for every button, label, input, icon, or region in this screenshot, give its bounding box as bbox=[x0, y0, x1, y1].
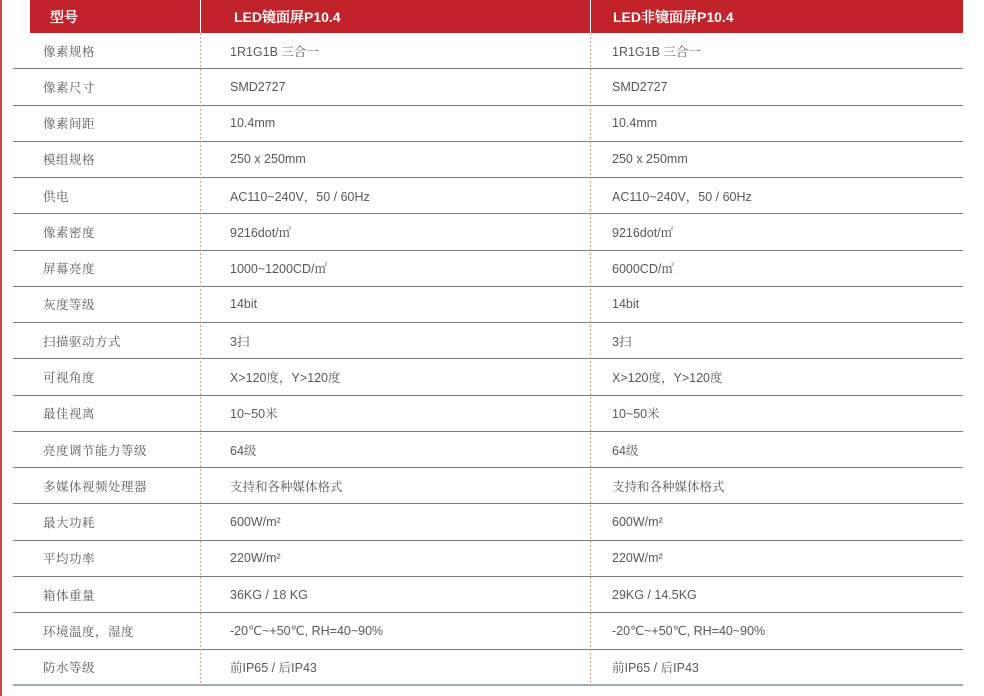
spec-label: 像素间距 bbox=[43, 117, 96, 132]
spec-value-mirror: 10~50米 bbox=[230, 407, 278, 422]
spec-label: 像素尺寸 bbox=[43, 80, 96, 95]
table-row bbox=[13, 323, 963, 359]
spec-value-non-mirror: X>120度，Y>120度 bbox=[612, 371, 723, 386]
spec-value-mirror: SMD2727 bbox=[230, 79, 286, 94]
spec-value-mirror: 64级 bbox=[230, 443, 257, 458]
table-row bbox=[13, 468, 963, 504]
spec-label: 像素密度 bbox=[43, 225, 96, 240]
table-header-row bbox=[30, 0, 963, 33]
left-accent-line bbox=[0, 0, 2, 696]
spec-value-non-mirror: 29KG / 14.5KG bbox=[612, 587, 697, 602]
spec-value-mirror: 220W/m² bbox=[230, 551, 281, 566]
table-row bbox=[13, 613, 963, 649]
spec-label: 最大功耗 bbox=[43, 516, 96, 531]
spec-label: 最佳视离 bbox=[43, 407, 96, 422]
table-row bbox=[13, 178, 963, 214]
spec-label: 供电 bbox=[43, 189, 70, 204]
spec-label: 箱体重量 bbox=[43, 588, 96, 603]
table-row bbox=[13, 106, 963, 142]
table-row bbox=[13, 359, 963, 395]
spec-value-non-mirror: SMD2727 bbox=[612, 79, 668, 94]
spec-table-body bbox=[13, 33, 963, 686]
column-divider-dotted-2 bbox=[590, 33, 591, 686]
spec-value-non-mirror: AC110~240V，50 / 60Hz bbox=[612, 189, 752, 204]
header-cell-mirror-screen: LED镜面屏P10.4 bbox=[200, 0, 590, 33]
spec-value-non-mirror: 250 x 250mm bbox=[612, 152, 688, 167]
spec-label: 可视角度 bbox=[43, 371, 96, 386]
spec-value-non-mirror: 600W/m² bbox=[612, 515, 663, 530]
spec-label: 亮度调节能力等级 bbox=[43, 443, 148, 458]
spec-value-non-mirror: 10~50米 bbox=[612, 407, 660, 422]
spec-label: 扫描驱动方式 bbox=[43, 334, 122, 349]
table-row bbox=[13, 214, 963, 250]
spec-value-mirror: 3扫 bbox=[230, 334, 250, 349]
spec-value-mirror: 9216dot/㎡ bbox=[230, 225, 292, 240]
spec-label: 像素规格 bbox=[43, 44, 96, 59]
table-row bbox=[13, 33, 963, 69]
table-row bbox=[13, 396, 963, 432]
spec-value-mirror: 前IP65 / 后IP43 bbox=[230, 660, 317, 675]
spec-value-non-mirror: 1R1G1B 三合一 bbox=[612, 44, 701, 59]
table-row bbox=[13, 287, 963, 323]
spec-value-mirror: 36KG / 18 KG bbox=[230, 587, 308, 602]
spec-value-mirror: 1R1G1B 三合一 bbox=[230, 44, 319, 59]
spec-value-non-mirror: 10.4mm bbox=[612, 116, 658, 131]
spec-value-mirror: 支持和各种媒体格式 bbox=[230, 479, 343, 494]
spec-value-non-mirror: 6000CD/㎡ bbox=[612, 262, 674, 277]
spec-value-non-mirror: 64级 bbox=[612, 443, 639, 458]
table-row bbox=[13, 69, 963, 105]
spec-value-non-mirror: 支持和各种媒体格式 bbox=[612, 479, 725, 494]
spec-value-non-mirror: 220W/m² bbox=[612, 551, 663, 566]
spec-value-non-mirror: 3扫 bbox=[612, 334, 632, 349]
header-cell-model: 型号 bbox=[50, 8, 78, 25]
table-row bbox=[13, 142, 963, 178]
spec-value-mirror: AC110~240V，50 / 60Hz bbox=[230, 189, 370, 204]
spec-value-mirror: 14bit bbox=[230, 297, 258, 312]
table-row bbox=[13, 504, 963, 540]
column-divider-dotted-1 bbox=[200, 33, 201, 686]
spec-value-mirror: 1000~1200CD/㎡ bbox=[230, 262, 327, 277]
table-row bbox=[13, 251, 963, 287]
spec-value-mirror: X>120度，Y>120度 bbox=[230, 371, 341, 386]
spec-label: 平均功率 bbox=[43, 552, 96, 567]
spec-label: 多媒体视频处理器 bbox=[43, 479, 148, 494]
spec-value-mirror: 600W/m² bbox=[230, 515, 281, 530]
table-row bbox=[13, 577, 963, 613]
spec-value-mirror: 10.4mm bbox=[230, 116, 276, 131]
table-row bbox=[13, 432, 963, 468]
header-cell-non-mirror-screen: LED非镜面屏P10.4 bbox=[590, 0, 963, 33]
spec-value-mirror: -20℃~+50℃, RH=40~90% bbox=[230, 624, 384, 639]
spec-value-non-mirror: 前IP65 / 后IP43 bbox=[612, 660, 699, 675]
spec-label: 屏幕亮度 bbox=[43, 262, 96, 277]
spec-label: 灰度等级 bbox=[43, 298, 96, 313]
spec-label: 模组规格 bbox=[43, 153, 96, 168]
spec-value-non-mirror: 14bit bbox=[612, 297, 640, 312]
spec-value-mirror: 250 x 250mm bbox=[230, 152, 306, 167]
table-row bbox=[13, 541, 963, 577]
spec-label: 防水等级 bbox=[43, 660, 96, 675]
spec-value-non-mirror: -20℃~+50℃, RH=40~90% bbox=[612, 624, 766, 639]
spec-value-non-mirror: 9216dot/㎡ bbox=[612, 225, 674, 240]
table-row bbox=[13, 650, 963, 686]
spec-label: 环境温度，湿度 bbox=[43, 624, 135, 639]
